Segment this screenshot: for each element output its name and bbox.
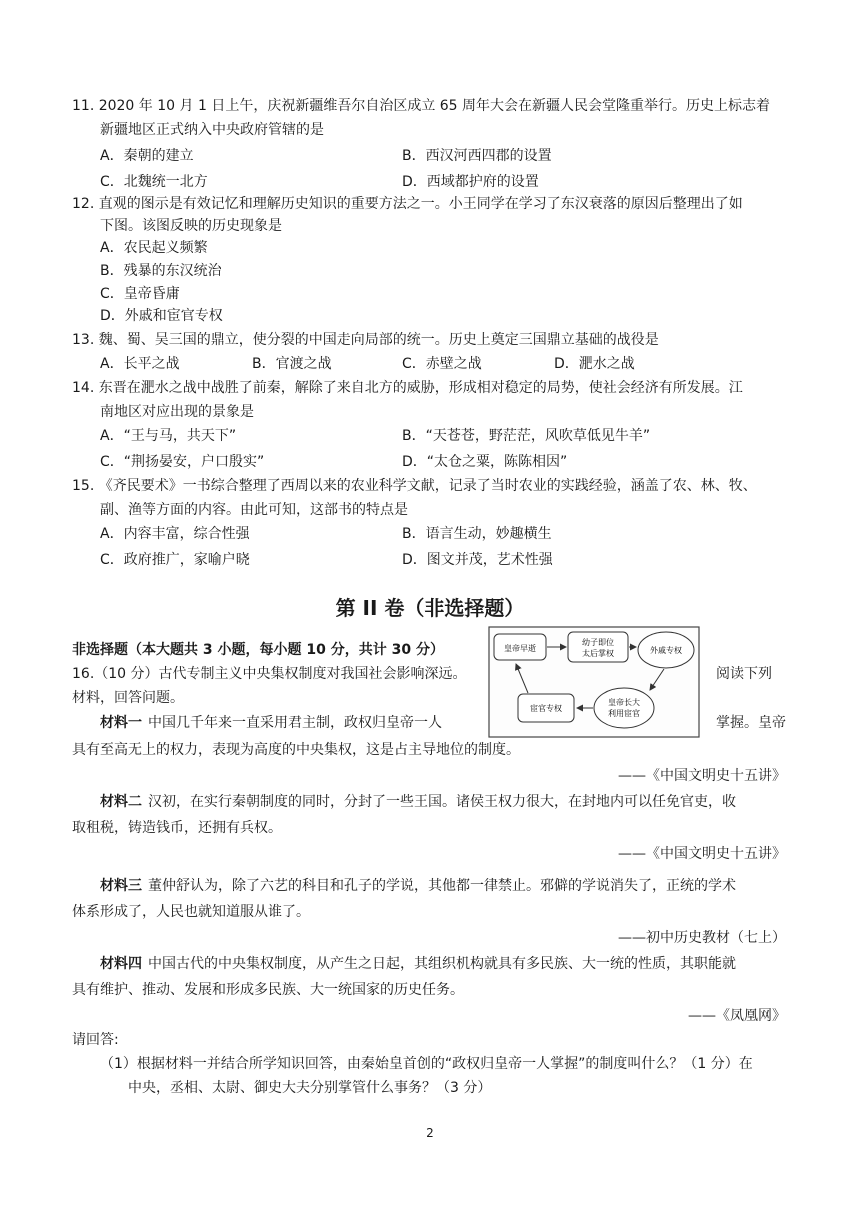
section-title: 第 II 卷（非选择题） bbox=[335, 596, 525, 620]
material-2-text-line1: 汉初，在实行秦朝制度的同时，分封了一些王国。诸侯王权力很大，在封地内可以任免官吏，收 bbox=[148, 794, 736, 810]
q15-option-d: D．图文并茂，艺术性强 bbox=[402, 552, 553, 568]
q15-option-c: C．政府推广，家喻户晓 bbox=[100, 552, 250, 568]
material-3-source: ——初中历史教材（七上） bbox=[618, 930, 786, 946]
q11-stem-line2: 新疆地区正式纳入中央政府管辖的是 bbox=[100, 122, 324, 138]
material-4-source: ——《凤凰网》 bbox=[688, 1008, 786, 1024]
q14-option-b: B．“天苍苍，野茫茫，风吹草低见牛羊” bbox=[402, 428, 651, 444]
q14-stem-line1: 14. 东晋在淝水之战中战胜了前秦，解除了来自北方的威胁，形成相对稳定的局势，使社会经济有所发展。江 bbox=[72, 380, 743, 396]
q13-option-a: A．长平之战 bbox=[100, 356, 180, 372]
diagram-node-3-label: 外戚专权 bbox=[650, 646, 682, 655]
q12-option-b: B．残暴的东汉统治 bbox=[100, 263, 222, 279]
q11-option-c: C．北魏统一北方 bbox=[100, 174, 208, 190]
q12-option-c: C．皇帝昏庸 bbox=[100, 286, 180, 302]
material-3-text-line1: 董仲舒认为，除了六艺的科目和孔子的学说，其他都一律禁止。邪僻的学说消失了，正统的学术 bbox=[148, 878, 736, 894]
material-2-label: 材料二 bbox=[100, 794, 142, 810]
diagram-node-5-label: 宦官专权 bbox=[530, 704, 562, 713]
material-1-text-line2: 具有至高无上的权力，表现为高度的中央集权，这是占主导地位的制度。 bbox=[72, 742, 520, 758]
diagram-node-emperor-grown bbox=[594, 688, 654, 728]
part-heading: 非选择题（本大题共 3 小题，每小题 10 分，共计 30 分） bbox=[72, 642, 444, 658]
material-1-text-line1: 中国几千年来一直采用君主制，政权归皇帝一人 bbox=[148, 715, 442, 731]
page-number: 2 bbox=[426, 1126, 434, 1140]
diagram-node-2-label-b: 太后掌权 bbox=[582, 649, 614, 658]
diagram-node-4-label-a: 皇帝长大 bbox=[608, 698, 640, 707]
answer-prompt: 请回答: bbox=[72, 1032, 119, 1048]
q16-sub1-line1: （1）根据材料一并结合所学知识回答，由秦始皇首创的“政权归皇帝一人掌握”的制度叫什么？（1 分）在 bbox=[100, 1056, 753, 1072]
material-1-text-line1-tail: 掌握。皇帝 bbox=[716, 715, 786, 731]
east-han-decline-diagram bbox=[488, 626, 700, 738]
q12-stem-line2: 下图。该图反映的历史现象是 bbox=[100, 218, 282, 234]
q13-option-c: C．赤壁之战 bbox=[402, 356, 482, 372]
q14-option-a: A．“王与马，共天下” bbox=[100, 428, 237, 444]
q11-option-b: B．西汉河西四郡的设置 bbox=[402, 148, 552, 164]
material-2-source: ——《中国文明史十五讲》 bbox=[618, 846, 786, 862]
material-3-label: 材料三 bbox=[100, 878, 142, 894]
q13-option-b: B．官渡之战 bbox=[252, 356, 332, 372]
q16-stem-line1-tail: 阅读下列 bbox=[716, 666, 772, 682]
diagram-node-1-label: 皇帝早逝 bbox=[504, 644, 536, 653]
diagram-node-4-label-b: 利用宦官 bbox=[608, 709, 640, 718]
q11-option-d: D．西域都护府的设置 bbox=[402, 174, 539, 190]
q12-option-d: D．外戚和宦官专权 bbox=[100, 308, 223, 324]
material-1-source: ——《中国文明史十五讲》 bbox=[618, 768, 786, 784]
q14-option-d: D．“太仓之粟，陈陈相因” bbox=[402, 454, 568, 470]
q14-stem-line2: 南地区对应出现的景象是 bbox=[100, 404, 254, 420]
material-4-text-line2: 具有维护、推动、发展和形成多民族、大一统国家的历史任务。 bbox=[72, 982, 464, 998]
q12-stem-line1: 12. 直观的图示是有效记忆和理解历史知识的重要方法之一。小王同学在学习了东汉衰落的原因后整理出了如 bbox=[72, 196, 743, 212]
q16-stem-line1: 16.（10 分）古代专制主义中央集权制度对我国社会影响深远。 bbox=[72, 666, 467, 682]
material-2-text-line2: 取租税，铸造钱币，还拥有兵权。 bbox=[72, 820, 282, 836]
q12-option-a: A．农民起义频繁 bbox=[100, 240, 208, 256]
diagram-node-2-label-a: 幼子即位 bbox=[582, 638, 614, 647]
q11-stem-line1: 11. 2020 年 10 月 1 日上午，庆祝新疆维吾尔自治区成立 65 周年大会在新疆人民会堂隆重举行。历史上标志着 bbox=[72, 98, 771, 114]
q11-option-a: A．秦朝的建立 bbox=[100, 148, 194, 164]
material-4-label: 材料四 bbox=[100, 956, 142, 972]
q15-option-b: B．语言生动，妙趣横生 bbox=[402, 526, 552, 542]
q16-sub1-line2: 中央，丞相、太尉、御史大夫分别掌管什么事务？（3 分） bbox=[128, 1080, 492, 1096]
material-3-text-line2: 体系形成了，人民也就知道服从谁了。 bbox=[72, 904, 310, 920]
q14-option-c: C．“荆扬晏安，户口殷实” bbox=[100, 454, 265, 470]
q16-stem-line2: 材料，回答问题。 bbox=[72, 690, 184, 706]
material-1-label: 材料一 bbox=[100, 715, 142, 731]
q15-stem-line2: 副、渔等方面的内容。由此可知，这部书的特点是 bbox=[100, 502, 408, 518]
q13-stem-line1: 13. 魏、蜀、吴三国的鼎立，使分裂的中国走向局部的统一。历史上奠定三国鼎立基础的战役是 bbox=[72, 332, 659, 348]
q15-stem-line1: 15. 《齐民要术》一书综合整理了西周以来的农业科学文献，记录了当时农业的实践经验，涵盖了农、林、牧、 bbox=[72, 478, 757, 494]
material-4-text-line1: 中国古代的中央集权制度，从产生之日起，其组织机构就具有多民族、大一统的性质，其职能就 bbox=[148, 956, 736, 972]
q15-option-a: A．内容丰富，综合性强 bbox=[100, 526, 250, 542]
q13-option-d: D．淝水之战 bbox=[554, 356, 635, 372]
